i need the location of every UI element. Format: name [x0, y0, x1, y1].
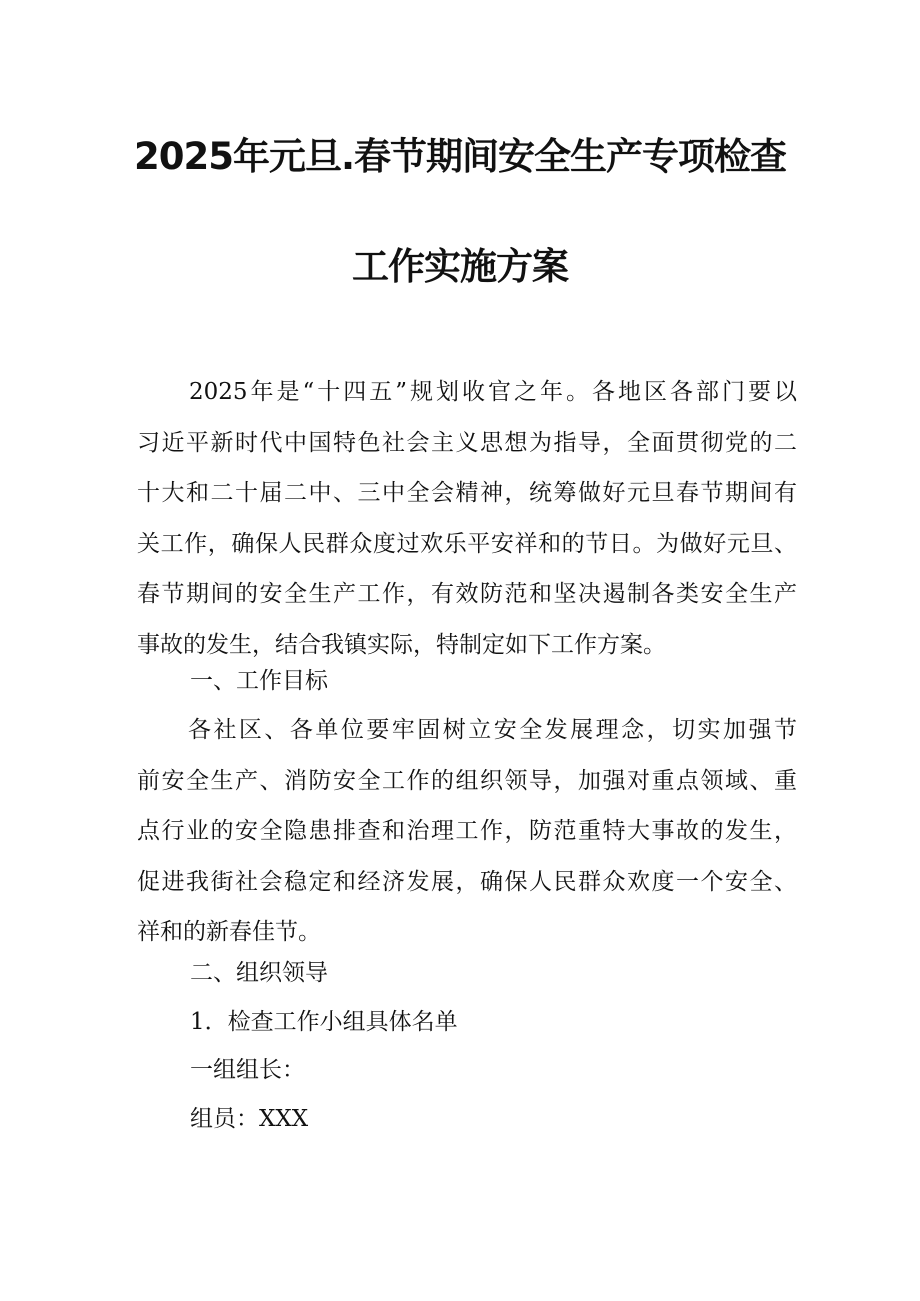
intro-line: 十大和二十届二中、三中全会精神，统筹做好元旦春节期间有 [137, 480, 797, 506]
group-members-line: 组员：XXX [190, 1106, 309, 1132]
section1-line: 祥和的新春佳节。 [137, 919, 321, 945]
section1-line: 促进我街社会稳定和经济发展，确保人民群众欢度一个安全、 [137, 868, 797, 895]
section1-heading: 一、工作目标 [190, 668, 328, 694]
list-item-1: 1．检查工作小组具体名单 [190, 1009, 458, 1035]
section1-paragraph [137, 705, 797, 958]
intro-line: 春节期间的安全生产工作，有效防范和坚决遏制各类安全生产 [137, 581, 797, 607]
group-leader-line: 一组组长： [190, 1057, 305, 1083]
intro-line: 关工作，确保人民群众度过欢乐平安祥和的节日。为做好元旦、 [137, 530, 797, 557]
section1-line: 各社区、各单位要牢固树立安全发展理念，切实加强节 [137, 717, 797, 743]
section1-line: 前安全生产、消防安全工作的组织领导，加强对重点领域、重 [137, 767, 797, 794]
document-title-line1: 2025年元旦.春节期间安全生产专项检查 [133, 135, 787, 178]
intro-line: 习近平新时代中国特色社会主义思想为指导，全面贯彻党的二 [137, 429, 797, 456]
section2-heading: 二、组织领导 [190, 960, 328, 986]
intro-line: 2025年是“十四五”规划收官之年。各地区各部门要以 [137, 379, 797, 405]
intro-paragraph [137, 367, 797, 670]
section1-line: 点行业的安全隐患排查和治理工作，防范重特大事故的发生， [137, 818, 797, 844]
intro-line: 事故的发生，结合我镇实际，特制定如下工作方案。 [137, 631, 666, 658]
document-title-line2: 工作实施方案 [352, 245, 568, 288]
